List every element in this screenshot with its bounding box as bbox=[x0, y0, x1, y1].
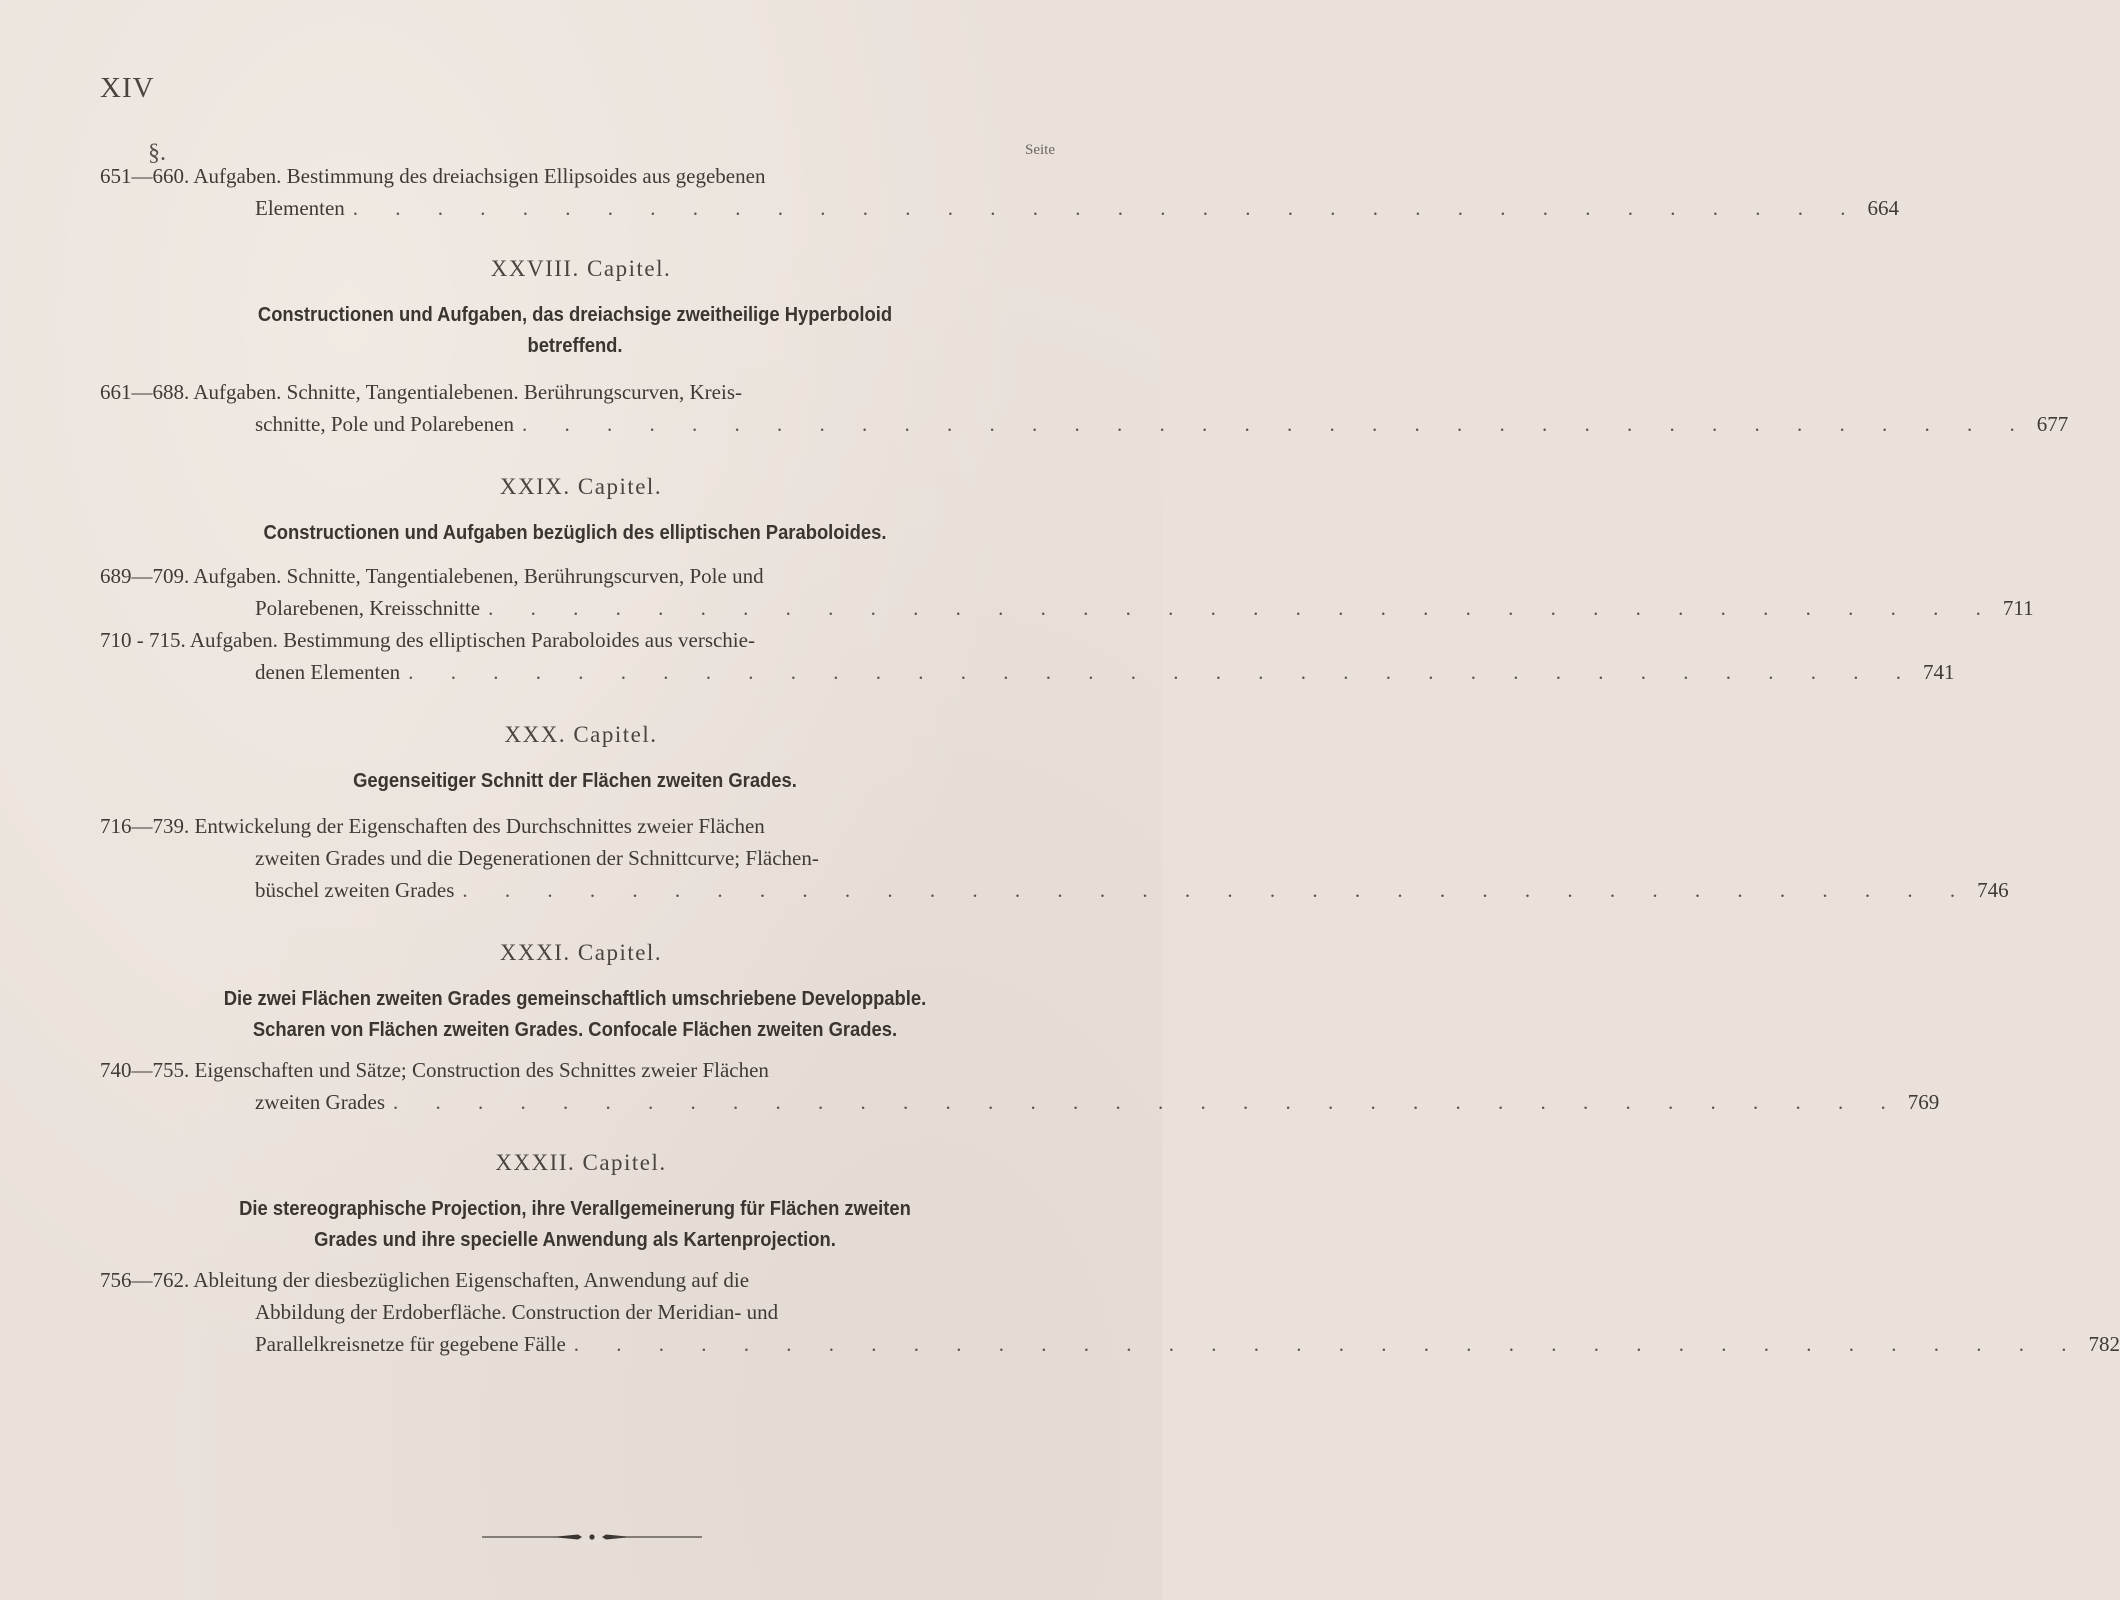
chapter-title-xxviii bbox=[138, 300, 1012, 362]
entry-text: büschel zweiten Grades bbox=[255, 878, 455, 902]
leader-dots: . . . . . . . . . . . . . . . . . . . . . . . . . . . . . . . . . . . . bbox=[573, 1332, 2083, 1356]
entry-text: Eigenschaften und Sätze; Construction des Schnittes zweier Flächen bbox=[194, 1058, 769, 1082]
chapter-heading-xxviii: XXVIII. Capitel. bbox=[490, 256, 672, 281]
leader-dots: . . . . . . . . . . . . . . . . . . . . . . . . . . . . . . . . . . . . bbox=[462, 878, 1972, 902]
entry-page: 677 bbox=[2036, 412, 2069, 436]
chapter-title-line: Grades und ihre specielle Anwendung als Kartenprojection. bbox=[314, 1229, 836, 1251]
entry-range: 661—688. bbox=[100, 380, 190, 404]
chapter-title-xxx bbox=[138, 766, 1012, 797]
entry-range: 716—739. bbox=[100, 814, 190, 838]
chapter-title-line: Gegenseitiger Schnitt der Flächen zweiten Grades. bbox=[353, 770, 797, 792]
chapter-title-xxxi bbox=[138, 984, 1012, 1046]
entry-text: Entwickelung der Eigenschaften des Durchschnittes zweier Flächen bbox=[194, 814, 765, 838]
chapter-title-line: Die stereographische Projection, ihre Verallgemeinerung für Flächen zweiten bbox=[239, 1198, 911, 1220]
entry-text: Polarebenen, Kreisschnitte bbox=[255, 596, 481, 620]
leader-dots: . . . . . . . . . . . . . . . . . . . . . . . . . . . . . . . . . . . . bbox=[521, 412, 2031, 436]
chapter-title-line: Die zwei Flächen zweiten Grades gemeinschaftlich umschriebene Developpable. bbox=[223, 988, 927, 1010]
page-column-label: Seite bbox=[1025, 142, 1055, 158]
chapter-title-line: Constructionen und Aufgaben bezüglich des elliptischen Paraboloides. bbox=[263, 522, 887, 544]
entry-text: Aufgaben. Schnitte, Tangentialebenen. Berührungscurven, Kreis- bbox=[193, 380, 742, 404]
section-symbol: §. bbox=[148, 140, 166, 166]
chapter-heading-xxxi: XXXI. Capitel. bbox=[499, 940, 663, 965]
entry-text: zweiten Grades und die Degenerationen der Schnittcurve; Flächen- bbox=[255, 846, 819, 870]
chapter-heading-xxxii: XXXII. Capitel. bbox=[495, 1150, 667, 1175]
leader-dots: . . . . . . . . . . . . . . . . . . . . . . . . . . . . . . . . . . . . bbox=[393, 1090, 1902, 1114]
chapter-title-line: Scharen von Flächen zweiten Grades. Confocale Flächen zweiten Grades. bbox=[252, 1019, 898, 1041]
page-number: XIV bbox=[100, 72, 155, 104]
chapter-heading-xxx: XXX. Capitel. bbox=[504, 722, 658, 747]
chapter-title-xxxii bbox=[138, 1194, 1012, 1256]
entry-text: Aufgaben. Bestimmung des dreiachsigen Ellipsoides aus gegebenen bbox=[193, 164, 766, 188]
entry-range: 710 - 715. bbox=[100, 628, 186, 652]
entry-range: 740—755. bbox=[100, 1058, 190, 1082]
chapter-heading-xxix: XXIX. Capitel. bbox=[499, 474, 663, 499]
entry-page: 746 bbox=[1977, 878, 2009, 902]
chapter-title-line: betreffend. bbox=[527, 335, 623, 357]
entry-range: 756—762. bbox=[100, 1268, 190, 1292]
toc-entry-756-762 bbox=[100, 1264, 2120, 1360]
entry-page: 769 bbox=[1907, 1090, 1940, 1114]
entry-text: schnitte, Pole und Polarebenen bbox=[255, 412, 514, 436]
toc-entry-710-715 bbox=[100, 624, 1955, 688]
entry-text: Aufgaben. Bestimmung des elliptischen Paraboloides aus verschie- bbox=[189, 628, 755, 652]
entry-text: Ableitung der diesbezüglichen Eigenschaften, Anwendung auf die bbox=[193, 1268, 750, 1292]
entry-page: 741 bbox=[1922, 660, 1955, 684]
toc-entry-661-688 bbox=[100, 376, 2069, 440]
toc-entry-689-709 bbox=[100, 560, 2034, 624]
entry-page: 711 bbox=[2002, 596, 2034, 620]
chapter-title-xxix bbox=[138, 518, 1012, 549]
toc-entry-740-755 bbox=[100, 1054, 1940, 1118]
entry-page: 664 bbox=[1867, 196, 1900, 220]
entry-range: 689—709. bbox=[100, 564, 190, 588]
leader-dots: . . . . . . . . . . . . . . . . . . . . . . . . . . . . . . . . . . . . bbox=[408, 660, 1917, 684]
ornament-divider bbox=[482, 1532, 702, 1542]
entry-range: 651—660. bbox=[100, 164, 190, 188]
leader-dots: . . . . . . . . . . . . . . . . . . . . . . . . . . . . . . . . . . . . bbox=[352, 196, 1862, 220]
entry-text: Elementen bbox=[255, 196, 345, 220]
toc-entry-651-660 bbox=[100, 160, 1900, 224]
entry-text: Parallelkreisnetze für gegebene Fälle bbox=[255, 1332, 566, 1356]
entry-page: 782 bbox=[2088, 1332, 2120, 1356]
leader-dots: . . . . . . . . . . . . . . . . . . . . . . . . . . . . . . . . . . . . bbox=[488, 596, 1997, 620]
entry-text: denen Elementen bbox=[255, 660, 401, 684]
entry-text: zweiten Grades bbox=[255, 1090, 386, 1114]
entry-text: Aufgaben. Schnitte, Tangentialebenen, Berührungscurven, Pole und bbox=[193, 564, 764, 588]
toc-entry-716-739 bbox=[100, 810, 2009, 906]
entry-text: Abbildung der Erdoberfläche. Construction der Meridian- und bbox=[255, 1300, 779, 1324]
chapter-title-line: Constructionen und Aufgaben, das dreiachsige zweitheilige Hyperboloid bbox=[257, 304, 893, 326]
